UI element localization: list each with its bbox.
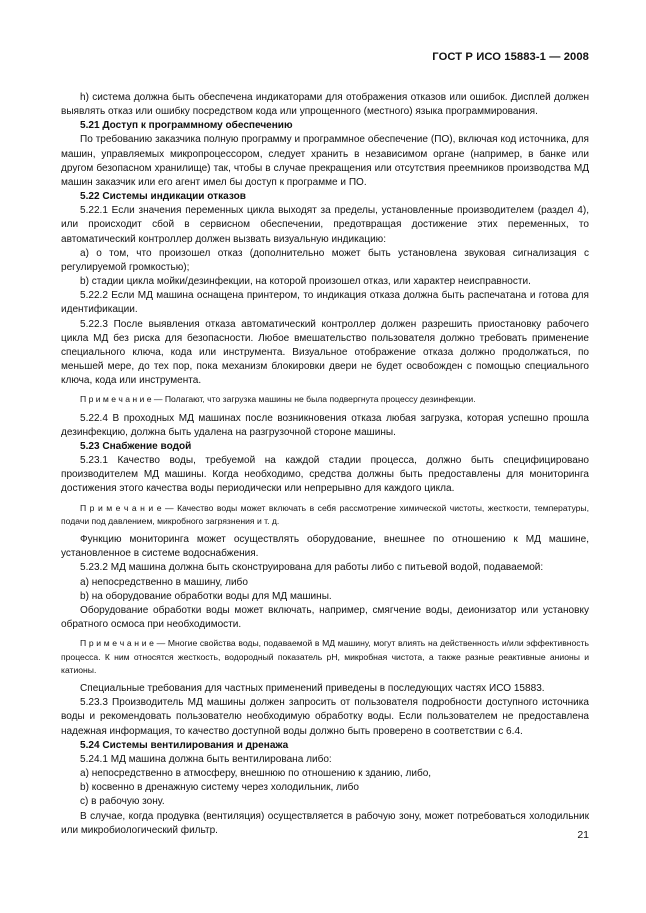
- note: П р и м е ч а н и е — Многие свойства воды, подаваемой в МД машину, могут влиять на действенность и/или эффективность процесса. К ним относятся жесткость, водородный показатель pH, микробная чистота, а также разные реактивные анионы и катионы.: [61, 638, 589, 675]
- paragraph: h) система должна быть обеспечена индикаторами для отображения отказов или ошибок. Дисплей должен выявлять отказ или ошибку посредством кода или упрощенного (местного) языка программирования.: [61, 92, 589, 118]
- list-item: а) непосредственно в атмосферу, внешнюю по отношению к зданию, либо,: [80, 768, 432, 780]
- section-heading: 5.24 Системы вентилирования и дренажа: [80, 739, 289, 751]
- paragraph: 5.22.2 Если МД машина оснащена принтером, то индикация отказа должна быть распечатана и готова для идентификации.: [61, 290, 589, 316]
- section-heading: 5.22 Системы индикации отказов: [80, 191, 246, 203]
- paragraph: Оборудование обработки воды может включать, например, смягчение воды, деионизатор или установку обратного осмоса при необходимости.: [61, 604, 589, 631]
- paragraph: 5.23.1 Качество воды, требуемой на каждой стадии процесса, должно быть специфицировано производителем МД машины. Когда необходимо, средства должны быть предоставлены для мониторинга достижения этого качества воды периодически или непрерывно для каждого цикла.: [61, 455, 589, 495]
- list-item: b) стадии цикла мойки/дезинфекции, на которой произошел отказ, или характер неисправности.: [80, 276, 531, 288]
- standard-header: ГОСТ Р ИСО 15883-1 — 2008: [432, 51, 589, 63]
- paragraph: 5.22.1 Если значения переменных цикла выходят за пределы, установленные производителем (раздел 4), или происходит сбой в сервисном обеспечении, предотвращая достижение этих переменных, то автоматический контроллер должен вызвать визуальную индикацию:: [61, 205, 589, 245]
- list-item: b) косвенно в дренажную систему через холодильник, либо: [80, 782, 359, 794]
- list-item: а) непосредственно в машину, либо: [80, 576, 248, 588]
- paragraph: 5.22.4 В проходных МД машинах после возникновения отказа любая загрузка, которая успешно прошла дезинфекцию, должна быть удалена на разгрузочной стороне машины.: [61, 412, 589, 438]
- list-item: а) о том, что произошел отказ (дополнительно может быть установлена звуковая сигнализация с регулируемой громкостью);: [61, 247, 589, 273]
- list-item: с) в рабочую зону.: [80, 796, 165, 808]
- section-heading: 5.21 Доступ к программному обеспечению: [80, 120, 293, 132]
- paragraph: Специальные требования для частных применений приведены в последующих частях ИСО 15883.: [80, 683, 545, 695]
- document-body: [61, 91, 589, 838]
- paragraph: 5.23.2 МД машина должна быть сконструирована для работы либо с питьевой водой, подаваемой:: [80, 562, 544, 574]
- paragraph: 5.24.1 МД машина должна быть вентилирована либо:: [80, 753, 332, 765]
- section-heading: 5.23 Снабжение водой: [80, 440, 192, 452]
- paragraph: Функцию мониторинга может осуществлять оборудование, внешнее по отношению к МД машине, установленное в системе водоснабжения.: [61, 534, 589, 560]
- paragraph: 5.23.3 Производитель МД машины должен запросить от пользователя подробности доступного источника воды и рекомендовать пользователю необходимую обработку воды. Если пользователем не предоставлена надежная информация, то качество доступной воды должно быть проверено в соответствии с 6.4.: [61, 697, 589, 737]
- note: П р и м е ч а н и е — Качество воды может включать в себя рассмотрение химической чистоты, жесткости, температуры, подачи под давлением, микробного загрязнения и т. д.: [61, 502, 589, 526]
- paragraph: В случае, когда продувка (вентиляция) осуществляется в рабочую зону, может потребоваться холодильник или микробиологический фильтр.: [61, 810, 589, 836]
- note: П р и м е ч а н и е — Полагают, что загрузка машины не была подвергнута процессу дезинфекции.: [80, 394, 476, 405]
- paragraph: 5.22.3 После выявления отказа автоматический контроллер должен разрешить приостановку рабочего цикла МД без риска для безопасности. Любое вмешательство пользователя должно требовать применение специального ключа, кода или инструмента. Визуальное отображение отказа должно продолжаться, по меньшей мере, до тех пор, пока механизм блокировки двери не будет освобожден с помощью специального ключа, кода или инструмента.: [61, 318, 589, 387]
- list-item: b) на оборудование обработки воды для МД машины.: [80, 590, 332, 602]
- paragraph: По требованию заказчика полную программу и программное обеспечение (ПО), включая код источника, для машин, управляемых микропроцессором, следует хранить в независимом органе (например, в банке или другом безопасном хранилище) так, чтобы в случае прекращения или отсутствия преемников производства МД машин заказчик или его агент имел бы доступ к программе и ПО.: [61, 134, 589, 188]
- page-number: 21: [577, 829, 589, 841]
